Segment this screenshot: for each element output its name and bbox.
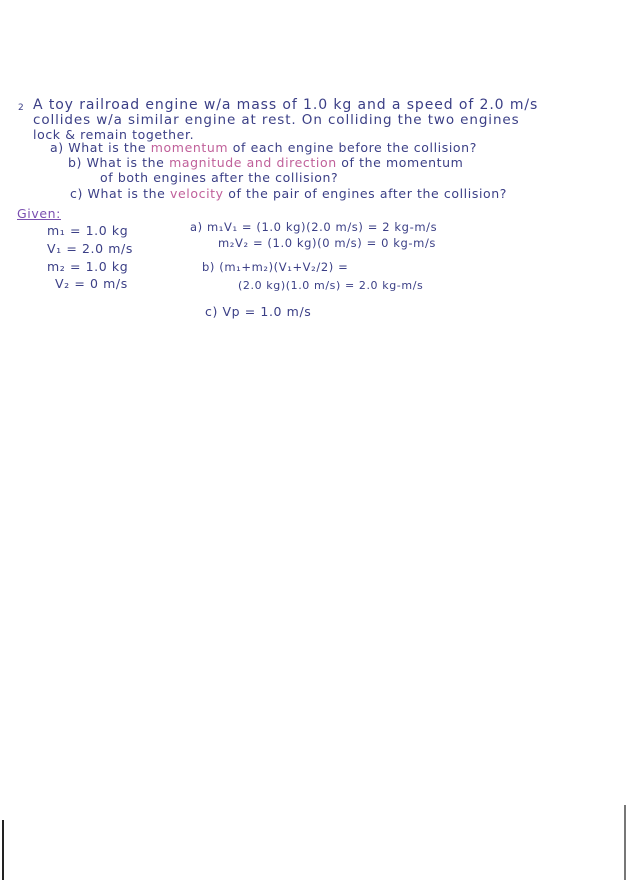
solution-a-line-2: m₂V₂ = (1.0 kg)(0 m/s) = 0 kg-m/s — [218, 236, 437, 250]
question-c — [70, 188, 507, 201]
question-b — [68, 157, 463, 170]
given-m2: m₂ = 1.0 kg — [47, 259, 129, 274]
solution-c-line-1: c) Vp = 1.0 m/s — [205, 304, 312, 319]
problem-number: 2 — [18, 103, 25, 113]
question-a-highlight: momentum — [150, 140, 229, 155]
given-v1: V₁ = 2.0 m/s — [47, 241, 133, 256]
question-a-prefix: a) What is the — [50, 140, 151, 155]
given-v2: V₂ = 0 m/s — [55, 276, 128, 291]
question-a — [50, 142, 477, 155]
question-b-prefix: b) What is the — [68, 155, 170, 170]
question-b-line-2: of both engines after the collision? — [100, 170, 339, 185]
question-c-prefix: c) What is the — [70, 186, 170, 201]
question-a-suffix: of each engine before the collision? — [228, 140, 477, 155]
question-b-highlight: magnitude and direction — [169, 155, 337, 170]
scan-edge-right — [624, 805, 626, 880]
given-label: Given: — [17, 206, 61, 221]
problem-line-1: A toy railroad engine w/a mass of 1.0 kg and a speed of 2.0 m/s — [33, 97, 539, 113]
solution-a-line-1: a) m₁V₁ = (1.0 kg)(2.0 m/s) = 2 kg-m/s — [190, 220, 438, 234]
question-b-suffix: of the momentum — [336, 155, 464, 170]
given-m1: m₁ = 1.0 kg — [47, 223, 129, 238]
question-c-highlight: velocity — [170, 186, 224, 201]
scan-edge-left — [2, 820, 4, 880]
solution-b-line-1: b) (m₁+m₂)(V₁+V₂/2) = — [202, 260, 349, 274]
solution-b-line-2: (2.0 kg)(1.0 m/s) = 2.0 kg-m/s — [238, 279, 424, 292]
problem-line-3: lock & remain together. — [33, 127, 195, 142]
question-c-suffix: of the pair of engines after the collision? — [223, 186, 508, 201]
problem-line-2: collides w/a similar engine at rest. On colliding the two engines — [33, 112, 520, 128]
